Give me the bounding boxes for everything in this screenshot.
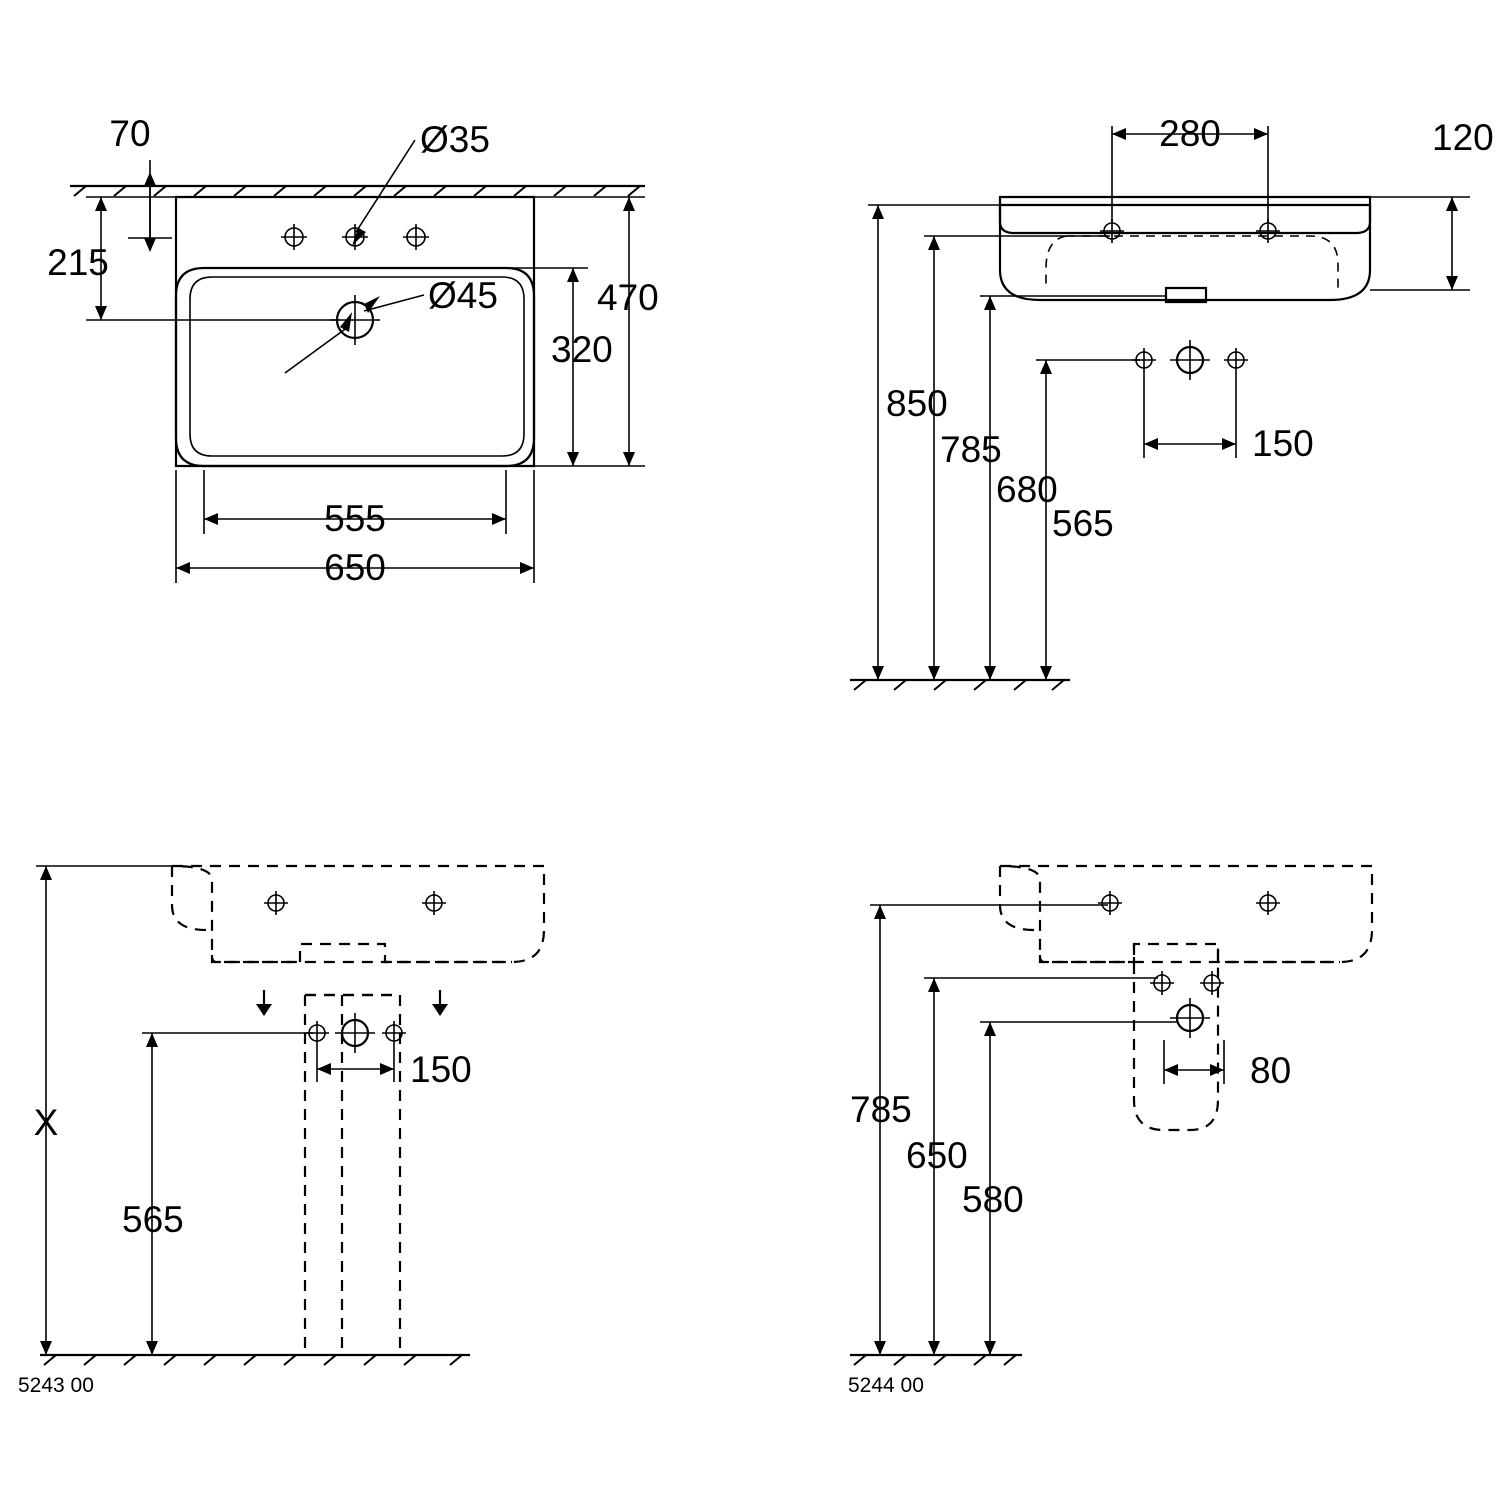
view-code-5244: 5244 00 (848, 1374, 924, 1397)
dim-label-680: 680 (996, 469, 1058, 510)
dim-label-555: 555 (324, 498, 386, 539)
dim-label-150-pedestal: 150 (410, 1049, 472, 1090)
dim-label-565-pedestal: 565 (122, 1199, 184, 1240)
dim-label-150-side: 150 (1252, 423, 1314, 464)
dim-label-650-semi: 650 (906, 1135, 968, 1176)
dim-label-hole35: Ø35 (420, 119, 490, 160)
dim-label-hole45: Ø45 (428, 275, 498, 316)
dim-label-850: 850 (886, 383, 948, 424)
dim-label-470: 470 (597, 277, 659, 318)
dim-label-320: 320 (551, 329, 613, 370)
dim-label-650: 650 (324, 547, 386, 588)
semi-pedestal-view-group (850, 866, 1372, 1365)
dim-label-785-semi: 785 (850, 1089, 912, 1130)
dim-label-x: X (33, 1102, 59, 1143)
pedestal-view-group (33, 866, 544, 1365)
view-code-5243: 5243 00 (18, 1374, 94, 1397)
dim-label-580-semi: 580 (962, 1179, 1024, 1220)
dim-label-280: 280 (1159, 113, 1221, 154)
dim-label-80: 80 (1250, 1050, 1292, 1091)
dim-label-120: 120 (1432, 117, 1494, 158)
dim-label-70: 70 (109, 113, 151, 154)
dim-label-565: 565 (1052, 503, 1114, 544)
dim-label-785: 785 (940, 429, 1002, 470)
dim-label-215: 215 (47, 242, 109, 283)
